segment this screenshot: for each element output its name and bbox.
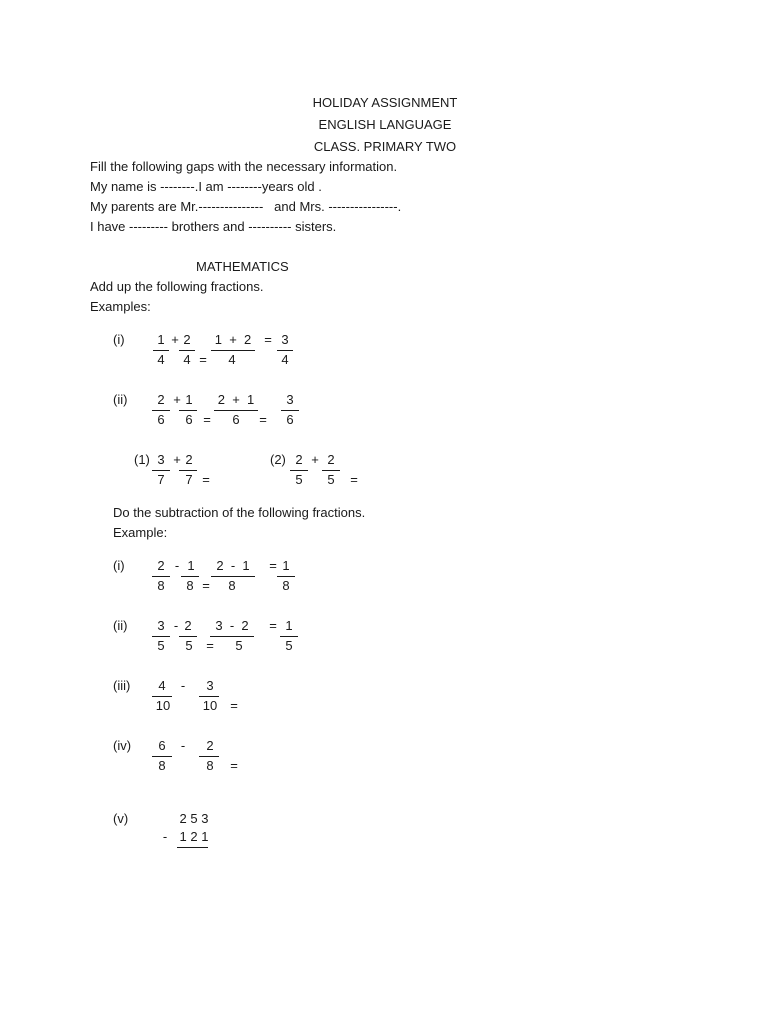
fraction-bar: [152, 636, 170, 637]
denominator: 8: [158, 758, 166, 773]
numerator: 3: [157, 452, 165, 467]
numerator: 2: [157, 558, 165, 573]
numerator: 1: [157, 332, 165, 347]
english-line: My parents are Mr.--------------- and Mrs. ----------------.: [90, 199, 402, 214]
math-heading: MATHEMATICS: [196, 259, 289, 274]
result-denominator: 4: [281, 352, 289, 367]
fraction-bar: [199, 696, 219, 697]
numerator: 6: [158, 738, 166, 753]
result-denominator: 5: [285, 638, 293, 653]
result-numerator: 3: [286, 392, 294, 407]
result-numerator: 3: [281, 332, 289, 347]
fraction-bar: [152, 696, 172, 697]
fraction-bar: [199, 756, 219, 757]
denominator: 4: [228, 352, 236, 367]
denominator: 7: [185, 472, 193, 487]
english-line: My name is --------.I am --------years old .: [90, 179, 322, 194]
fraction-bar: [277, 350, 293, 351]
numerator: 2: [157, 392, 165, 407]
denominator: 5: [235, 638, 243, 653]
equals-sign: =: [230, 698, 238, 713]
fraction-bar: [290, 470, 308, 471]
equals-sign: =: [203, 412, 211, 427]
fraction-bar: [152, 470, 170, 471]
minus-sign: -: [162, 829, 168, 844]
denominator: 10: [202, 698, 218, 713]
operator: -: [174, 558, 180, 573]
numerator: 3: [206, 678, 214, 693]
denominator: 5: [327, 472, 335, 487]
denominator: 6: [232, 412, 240, 427]
example-label: Example:: [113, 525, 168, 540]
equals-sign: =: [202, 472, 210, 487]
fraction-bar: [281, 410, 299, 411]
fraction-bar: [214, 410, 258, 411]
denominator: 5: [157, 638, 165, 653]
operator: -: [180, 738, 186, 753]
numerator: 1: [185, 392, 193, 407]
fraction-bar: [179, 470, 197, 471]
fraction-bar: [153, 350, 169, 351]
numerator: 1: [187, 558, 195, 573]
numerator: 2: [206, 738, 214, 753]
english-instruction: Fill the following gaps with the necessary information.: [90, 159, 398, 174]
item-label: (i): [113, 332, 125, 347]
combined-numerator: 1 + 2: [214, 332, 252, 347]
sub-instruction: Do the subtraction of the following fractions.: [113, 505, 366, 520]
assignment-title: HOLIDAY ASSIGNMENT: [312, 95, 458, 110]
class-heading: CLASS. PRIMARY TWO: [313, 139, 457, 154]
denominator: 8: [228, 578, 236, 593]
numerator: 2: [184, 618, 192, 633]
numerator: 2: [295, 452, 303, 467]
subtrahend: 1 2 1: [179, 829, 209, 844]
fraction-bar: [181, 576, 199, 577]
numerator: 4: [158, 678, 166, 693]
equals-sign: =: [350, 472, 358, 487]
item-label: (1): [134, 452, 150, 467]
result-denominator: 6: [286, 412, 294, 427]
answer-line: [177, 847, 208, 848]
denominator: 7: [157, 472, 165, 487]
result-numerator: 1: [285, 618, 293, 633]
item-label: (v): [113, 811, 129, 826]
fraction-bar: [179, 636, 197, 637]
subject-heading: ENGLISH LANGUAGE: [318, 117, 452, 132]
add-instruction: Add up the following fractions.: [90, 279, 264, 294]
numerator: 2: [183, 332, 191, 347]
fraction-bar: [210, 636, 254, 637]
fraction-bar: [179, 410, 197, 411]
combined-numerator: 3 - 2: [215, 618, 249, 633]
equals-sign: =: [269, 618, 277, 633]
denominator: 5: [295, 472, 303, 487]
equals-sign: =: [259, 412, 267, 427]
item-label: (ii): [113, 618, 128, 633]
equals-sign: =: [199, 352, 207, 367]
denominator: 5: [185, 638, 193, 653]
operator: +: [311, 452, 319, 467]
denominator: 6: [185, 412, 193, 427]
numerator: 2: [327, 452, 335, 467]
equals-sign: =: [269, 558, 277, 573]
fraction-bar: [211, 576, 255, 577]
fraction-bar: [280, 636, 298, 637]
equals-sign: =: [206, 638, 214, 653]
denominator: 8: [206, 758, 214, 773]
fraction-bar: [322, 470, 340, 471]
item-label: (ii): [113, 392, 128, 407]
denominator: 10: [155, 698, 171, 713]
operator: +: [171, 332, 179, 347]
operator: +: [173, 392, 181, 407]
fraction-bar: [211, 350, 255, 351]
equals-sign: =: [264, 332, 272, 347]
item-label: (iii): [113, 678, 131, 693]
item-label: (iv): [113, 738, 132, 753]
result-numerator: 1: [282, 558, 290, 573]
combined-numerator: 2 - 1: [216, 558, 250, 573]
equals-sign: =: [202, 578, 210, 593]
fraction-bar: [152, 576, 170, 577]
fraction-bar: [277, 576, 295, 577]
combined-numerator: 2 + 1: [217, 392, 255, 407]
denominator: 8: [186, 578, 194, 593]
item-label: (i): [113, 558, 125, 573]
numerator: 2: [185, 452, 193, 467]
fraction-bar: [152, 410, 170, 411]
numerator: 3: [157, 618, 165, 633]
item-label: (2): [270, 452, 286, 467]
fraction-bar: [179, 350, 195, 351]
equals-sign: =: [230, 758, 238, 773]
denominator: 4: [183, 352, 191, 367]
fraction-bar: [152, 756, 172, 757]
denominator: 6: [157, 412, 165, 427]
operator: +: [173, 452, 181, 467]
result-denominator: 8: [282, 578, 290, 593]
denominator: 4: [157, 352, 165, 367]
operator: -: [180, 678, 186, 693]
denominator: 8: [157, 578, 165, 593]
minuend: 2 5 3: [179, 811, 209, 826]
examples-label: Examples:: [90, 299, 151, 314]
english-line: I have --------- brothers and ---------- sisters.: [90, 219, 337, 234]
operator: -: [173, 618, 179, 633]
